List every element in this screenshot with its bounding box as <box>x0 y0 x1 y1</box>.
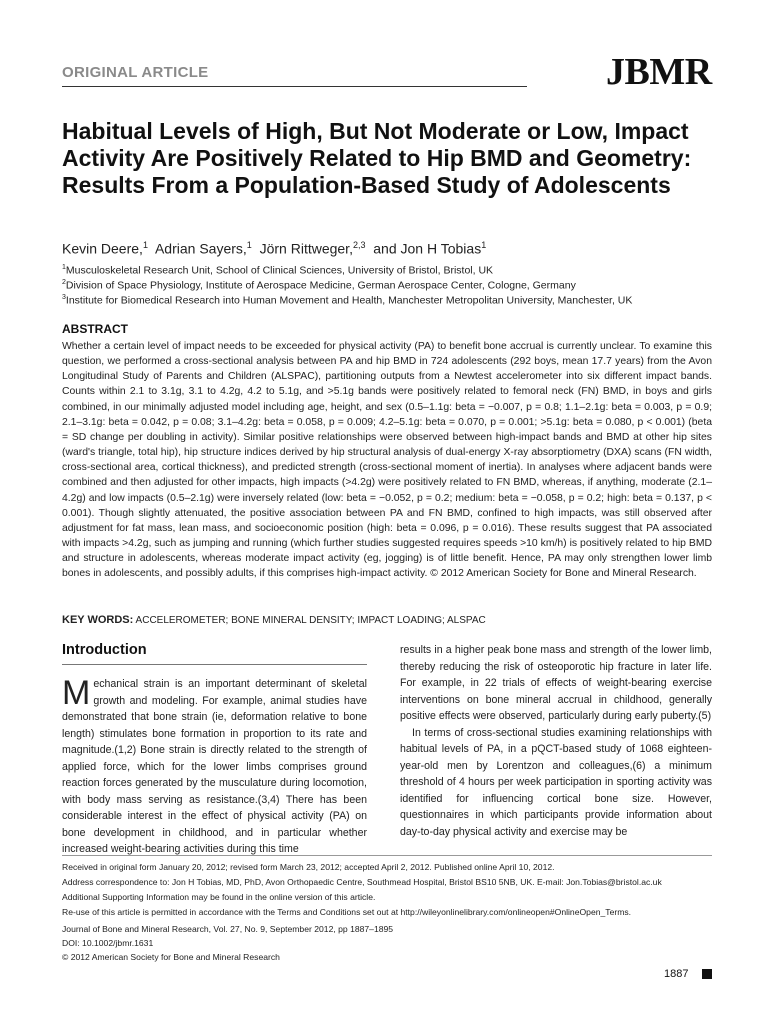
keywords-label: KEY WORDS: <box>62 614 134 626</box>
affiliation-text: Musculoskeletal Research Unit, School of Clinical Sciences, University of Bristol, Bristol, UK <box>65 264 494 277</box>
header-divider <box>62 86 527 87</box>
affiliation <box>62 279 576 292</box>
section-divider <box>62 664 367 665</box>
keywords <box>62 614 712 626</box>
author-affiliation-mark: 1 <box>246 240 252 250</box>
author-name: Kevin Deere, <box>62 240 143 257</box>
footnote-divider <box>62 855 712 856</box>
paragraph: results in a higher peak bone mass and strength of the lower limb, thereby reducing the risk of osteoporotic hip fracture in later life. For example, in 22 trials of effects of weight-bearing exercise interventions on bone mineral accrual in childhood, generally positive effects were observed, particularly during early puberty.(5) <box>400 644 712 722</box>
body-column-right <box>400 642 712 840</box>
affiliation <box>62 264 493 277</box>
journal-logo: JBMR <box>606 51 712 93</box>
footnote-reuse: Re-use of this article is permitted in accordance with the Terms and Conditions set out at http://wileyonlinelibrary.com/onlineopen#OnlineOpen_Terms. <box>62 907 632 917</box>
author-affiliation-mark: 1 <box>481 240 487 250</box>
footnote-supporting-info: Additional Supporting Information may be found in the online version of this article. <box>62 892 376 902</box>
section-heading-introduction: Introduction <box>62 642 147 658</box>
article-title: Habitual Levels of High, But Not Moderate or Low, Impact Activity Are Positively Related to Hip BMD and Geometry: Results From a Population-Based Study of Adolescents <box>62 118 692 198</box>
author-name: and Jon H Tobias <box>373 240 482 257</box>
affiliation-mark: 3 <box>62 294 66 301</box>
author-list <box>62 240 486 257</box>
citation-doi: DOI: 10.1002/jbmr.1631 <box>62 938 154 948</box>
paragraph: echanical strain is an important determinant of skeletal growth and modeling. For example, animal studies have demonstrated that bone strain (ie, deformation relative to bone length) stimulates bone formation in proportion to its rate and magnitude.(1,2) Bone strain is directly related to the strength of applied force, which for the lower limbs comprises ground reaction forces generated by the musculature during locomotion, with body mass serving as resistance.(3,4) There has been considerable interest in the effect of physical activity (PA) on bone development in childhood, and in particular whether increased weight-bearing activities during this time <box>62 678 367 855</box>
abstract-body: Whether a certain level of impact needs to be exceeded for physical activity (PA) to benefit bone accrual is currently unclear. To examine this question, we performed a cross-sectional analysis between PA and hip BMD in 724 adolescents (292 boys, mean 17.7 years) from the Avon Longitudinal Study of Parents and Children (ALSPAC), partitioning outputs from a Newtest accelerometer into six different impact bands. Counts within 2.1 to 3.1g, 3.1 to 4.2g, 4.2 to 5.1g, and >5.1g bands were positively related to femoral neck (FN) BMD, in boys and girls combined, in our minimally adjusted model including age, height, and sex (0.5–1.1g: beta = −0.007, p = 0.8; 1.1–2.1g: beta = 0.003, p = 0.9; 2.1–3.1g: beta = 0.042, p = 0.08; 3.1–4.2g: beta = 0.058, p = 0.009; 4.2–5.1g: beta = 0.070, p = 0.001; >5.1g: beta = 0.080, p < 0.001) (beta = SD change per doubling in activity). Similar positive relationships were observed between high-impact bands and BMD at other hip sites (ward's triangle, total hip), hip structure indices derived by hip structural analysis of dual-energy X-ray absorptiometry (DXA) scans (FN width, cross-sectional area, cortical thickness), and predicted strength (cross-sectional moment of inertia). In analyses where adjacent bands were combined and then adjusted for other impacts, high impacts (>4.2g) were positively related to FN BMD, whereas, if anything, moderate (2.1–4.2g) and low impacts (0.5–2.1g) were inversely related (low: beta = −0.052, p = 0.2; medium: beta = −0.058, p = 0.2; high: beta = 0.137, p < 0.001). Though slightly attenuated, the positive association between PA and FN BMD, confined to high impacts, was still observed after adjustment for fat mass, lean mass, and socioeconomic position (high: beta = 0.096, p = 0.016). These results suggest that PA associated with impacts >4.2g, such as jumping and running (which further studies suggested requires speeds >10 km/h) is positively related to hip BMD and structure in adolescents, whereas moderate impact activity (eg, jogging) is of little benefit. Hence, PA may only strengthen lower limb bones in adolescents, and possibly adults, if this comprises high-impact activity. © 2012 American Society for Bone and Mineral Research. <box>62 341 712 580</box>
affiliation-mark: 2 <box>62 279 66 286</box>
citation-journal: Journal of Bone and Mineral Research, Vol. 27, No. 9, September 2012, pp 1887–1895 <box>62 924 394 934</box>
page-number: 1887 <box>664 968 689 980</box>
paragraph: In terms of cross-sectional studies examining relationships with habitual levels of PA, in a pQCT-based study of 1068 eighteen-year-old men by Lorentzon and colleagues,(6) a minimum threshold of 4 hours per week participation in sporting activity was identified for influencing cortical bone size. However, questionnaires in which participants provide information about day-to-day physical activity and exercise may be <box>400 726 712 838</box>
affiliation-mark: 1 <box>62 264 66 271</box>
author-name: Adrian Sayers, <box>154 240 247 257</box>
keywords-text: ACCELEROMETER; BONE MINERAL DENSITY; IMPACT LOADING; ALSPAC <box>135 615 486 626</box>
affiliation-text: Institute for Biomedical Research into Human Movement and Health, Manchester Metropolitan University, Manchester, UK <box>65 294 633 307</box>
footnote-received: Received in original form January 20, 2012; revised form March 23, 2012; accepted April 2, 2012. Published online April 10, 2012. <box>62 862 555 872</box>
affiliation-text: Division of Space Physiology, Institute of Aerospace Medicine, German Aerospace Center, Cologne, Germany <box>65 279 576 292</box>
body-column-left <box>62 676 367 858</box>
drop-cap: M <box>62 674 91 712</box>
author-affiliation-mark: 1 <box>142 240 148 250</box>
affiliation <box>62 294 632 307</box>
author-name: Jörn Rittweger, <box>259 240 353 257</box>
abstract-heading: ABSTRACT <box>62 322 128 336</box>
citation-copyright: © 2012 American Society for Bone and Mineral Research <box>62 952 280 962</box>
footnote-correspondence: Address correspondence to: Jon H Tobias, MD, PhD, Avon Orthopaedic Centre, Southmead Hospital, Bristol BS10 5NB, UK. E-mail: Jon.Tobias@bristol.ac.uk <box>62 877 662 887</box>
author-affiliation-mark: 2,3 <box>352 240 366 250</box>
article-type-label: ORIGINAL ARTICLE <box>62 64 209 81</box>
page-end-mark <box>702 969 712 979</box>
